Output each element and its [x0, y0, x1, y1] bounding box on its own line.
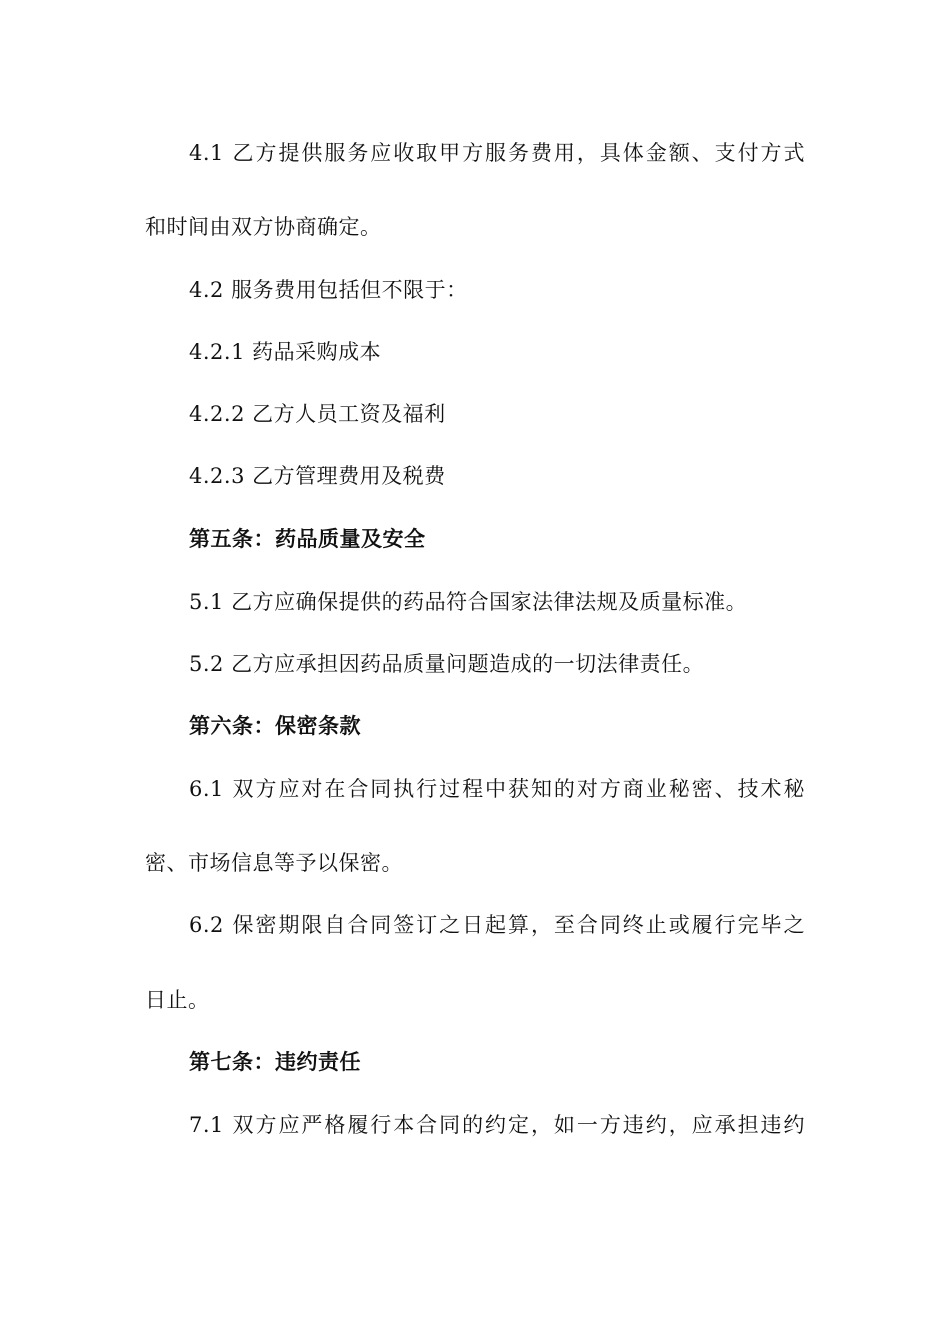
clause-4-1-line-1: 4.1 乙方提供服务应收取甲方服务费用，具体金额、支付方式	[189, 141, 805, 165]
clause-5-2: 5.2 乙方应承担因药品质量问题造成的一切法律责任。	[189, 652, 705, 676]
clause-5-1: 5.1 乙方应确保提供的药品符合国家法律法规及质量标准。	[189, 590, 748, 614]
article-6-heading: 第六条：保密条款	[189, 714, 361, 738]
clause-4-1-line-2: 和时间由双方协商确定。	[145, 215, 382, 239]
clause-4-2: 4.2 服务费用包括但不限于：	[189, 278, 468, 302]
clause-6-1-line-2: 密、市场信息等予以保密。	[145, 851, 403, 875]
clause-4-2-3: 4.2.3 乙方管理费用及税费	[189, 464, 446, 488]
clause-7-1-line-1: 7.1 双方应严格履行本合同的约定，如一方违约，应承担违约	[189, 1113, 805, 1137]
clause-6-2-line-1: 6.2 保密期限自合同签订之日起算，至合同终止或履行完毕之	[189, 913, 805, 937]
article-7-heading: 第七条：违约责任	[189, 1050, 361, 1074]
clause-6-2-line-2: 日止。	[145, 988, 210, 1012]
article-5-heading: 第五条：药品质量及安全	[189, 527, 426, 551]
clause-4-2-2: 4.2.2 乙方人员工资及福利	[189, 402, 446, 426]
clause-6-1-line-1: 6.1 双方应对在合同执行过程中获知的对方商业秘密、技术秘	[189, 777, 805, 801]
clause-4-2-1: 4.2.1 药品采购成本	[189, 340, 382, 364]
